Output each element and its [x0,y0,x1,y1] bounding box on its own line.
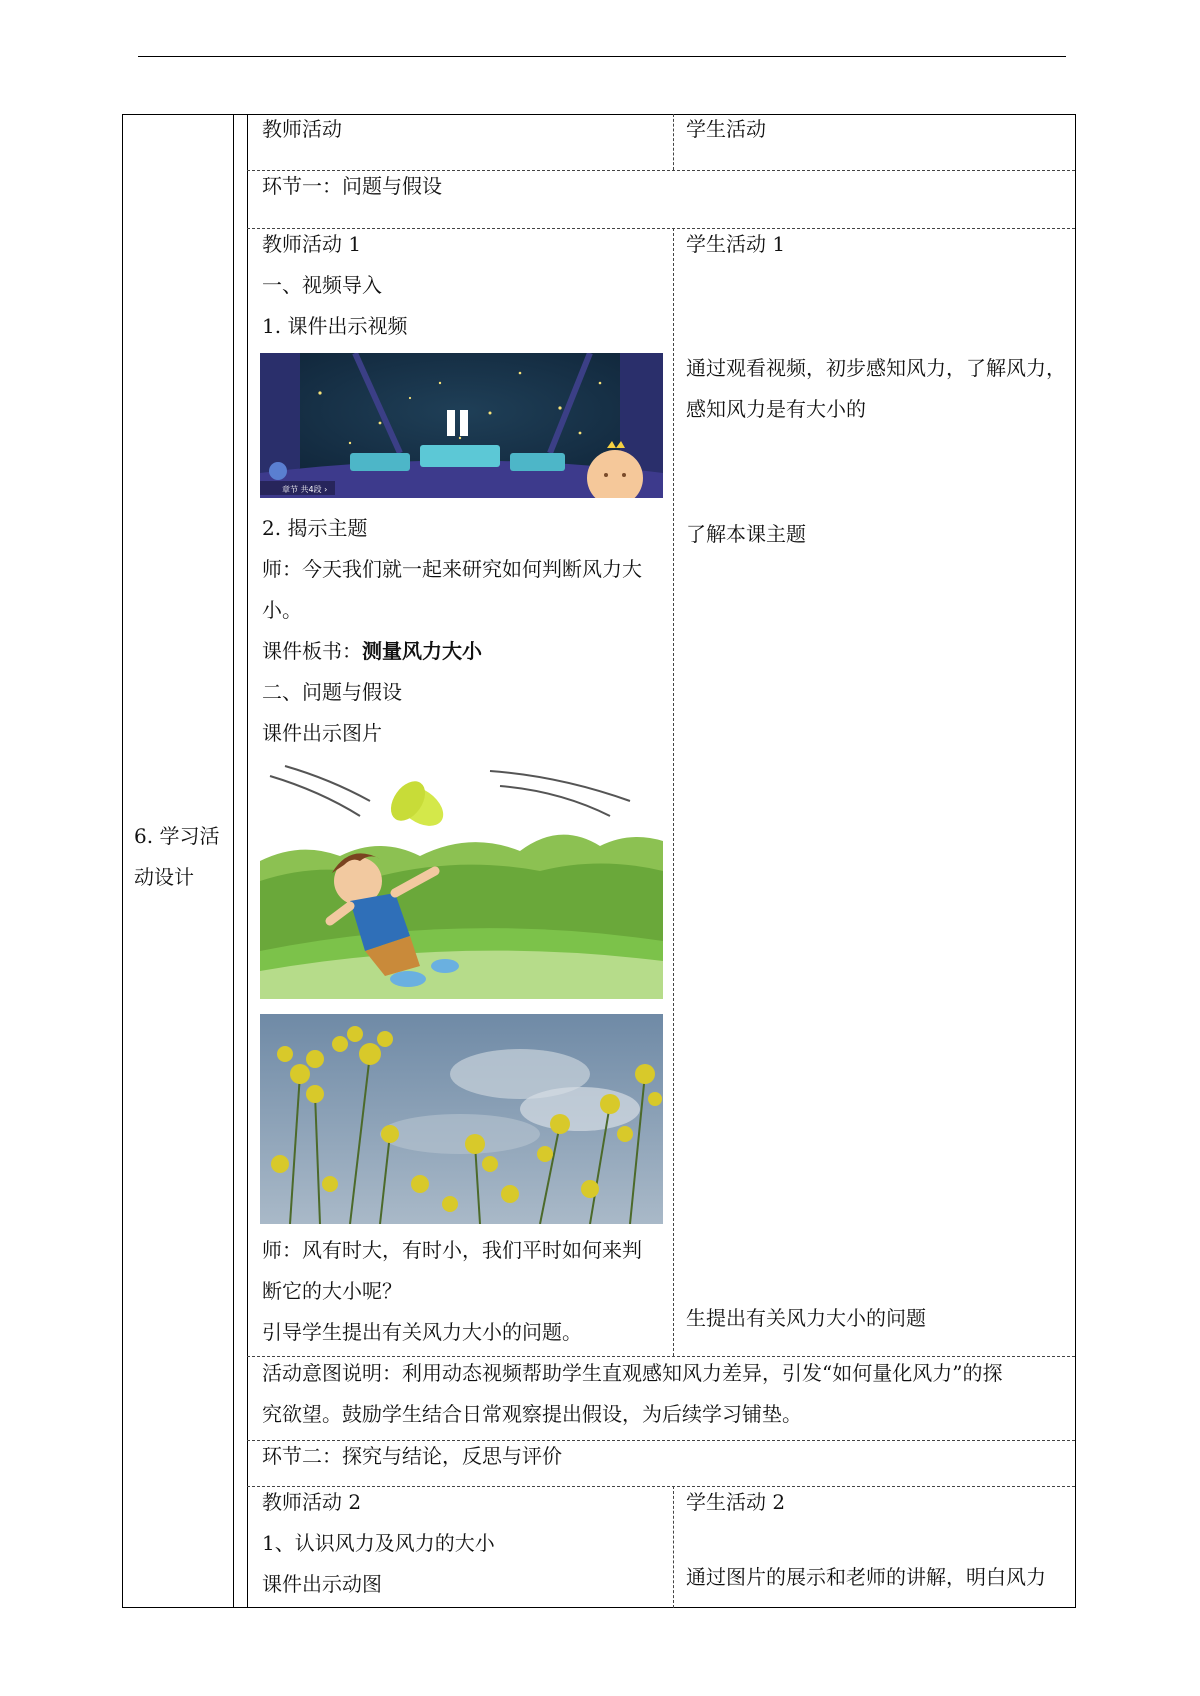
teacher1-question-line2: 断它的大小呢？ [262,1279,402,1303]
teacher1-step1: 一、视频导入 [262,273,382,297]
teacher1-show-images: 课件出示图片 [262,721,382,745]
student2-heading: 学生活动 2 [686,1490,786,1514]
teacher1-guide: 引导学生提出有关风力大小的问题。 [262,1320,582,1344]
side-label-line1: 6. 学习活 [134,824,220,848]
wind-cartoon-image [260,761,663,999]
side-label-line2: 动设计 [134,865,194,889]
teacher2-heading: 教师活动 2 [262,1490,362,1514]
row-divider [247,1486,1075,1487]
intent-line2: 究欲望。鼓励学生结合日常观察提出假设，为后续学习铺垫。 [262,1402,802,1426]
student1-heading: 学生活动 1 [686,232,786,256]
section1-column-divider [673,228,674,1356]
page-header-rule [138,56,1066,57]
label-column-divider [233,114,234,1608]
student1-ask: 生提出有关风力大小的问题 [686,1306,926,1330]
teacher1-step2: 二、问题与假设 [262,680,402,704]
video-thumbnail[interactable] [260,353,663,498]
header-column-divider [673,114,674,170]
teacher1-heading: 教师活动 1 [262,232,362,256]
video-overlay-text: 章节 共4段 › [282,485,328,494]
teacher1-quote: 师：今天我们就一起来研究如何判断风力大 [262,557,642,581]
teacher2-show-gif: 课件出示动图 [262,1572,382,1596]
student1-observe-line2: 感知风力是有大小的 [686,397,866,421]
intent-line1: 活动意图说明：利用动态视频帮助学生直观感知风力差异，引发“如何量化风力”的探 [262,1361,1003,1385]
section2-column-divider [673,1486,674,1608]
board-title: 测量风力大小 [362,639,482,663]
teacher1-step1-1: 1. 课件出示视频 [262,314,408,338]
teacher2-step1: 1、认识风力及风力的大小 [262,1531,495,1555]
student2-explain: 通过图片的展示和老师的讲解，明白风力 [686,1565,1046,1589]
rapeseed-flowers-image [260,1014,663,1224]
board-prefix: 课件板书： [262,639,362,663]
teacher1-step1-2: 2. 揭示主题 [262,516,368,540]
section2-title: 环节二：探究与结论，反思与评价 [262,1444,562,1468]
student-activity-header: 学生活动 [686,117,766,141]
teacher-activity-header: 教师活动 [262,117,342,141]
teacher1-quote-cont: 小。 [262,598,302,622]
content-column-divider [247,114,248,1608]
section1-title: 环节一：问题与假设 [262,174,442,198]
teacher1-question-line1: 师：风有时大，有时小，我们平时如何来判 [262,1238,642,1262]
row-divider [247,228,1075,229]
student1-topic: 了解本课主题 [686,522,806,546]
student1-observe-line1: 通过观看视频，初步感知风力，了解风力， [686,356,1066,380]
